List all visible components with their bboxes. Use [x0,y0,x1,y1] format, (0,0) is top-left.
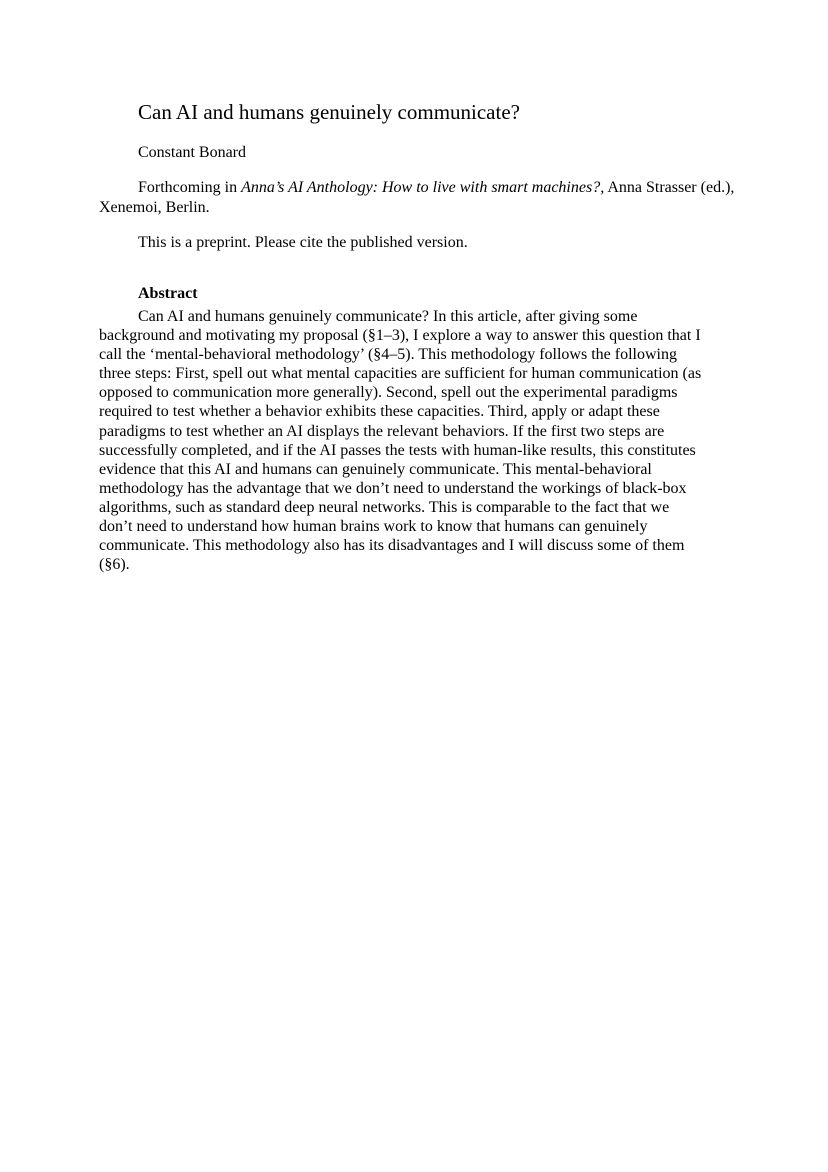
publication-note-prefix: Forthcoming in [138,179,242,196]
abstract-line: don’t need to understand how human brains work to know that humans can genuinely [99,518,648,536]
abstract-line: (§6). [99,556,130,574]
abstract-line: successfully completed, and if the AI passes the tests with human-like results, this constitutes [99,441,696,459]
abstract-body [99,307,739,574]
abstract-line: methodology has the advantage that we don’t need to understand the workings of black-box [99,479,687,497]
abstract-line: paradigms to test whether an AI displays the relevant behaviors. If the first two steps are [99,422,665,440]
publication-note-suffix: Anna Strasser (ed.), Xenemoi, Berlin. [99,179,735,216]
abstract-line: opposed to communication more generally). Second, spell out the experimental paradigms [99,384,678,402]
abstract-line: required to test whether a behavior exhibits these capacities. Third, apply or adapt these [99,403,660,421]
abstract-line: background and motivating my proposal (§1–3), I explore a way to answer this question that I [99,327,701,345]
abstract-heading: Abstract [138,285,198,302]
abstract-line: evidence that this AI and humans can genuinely communicate. This mental-behavioral [99,460,652,478]
abstract-line: Can AI and humans genuinely communicate? In this article, after giving some [138,308,638,325]
book-title: Anna’s AI Anthology: How to live with smart machines?, [241,179,605,196]
abstract-line: call the ‘mental-behavioral methodology’ (§4–5). This methodology follows the following [99,346,677,364]
abstract-line: three steps: First, spell out what mental capacities are sufficient for human communication (as [99,365,702,383]
abstract-line: algorithms, such as standard deep neural networks. This is comparable to the fact that we [99,498,670,516]
abstract-line: communicate. This methodology also has its disadvantages and I will discuss some of them [99,537,685,555]
paper-title: Can AI and humans genuinely communicate? [138,100,520,124]
author-name: Constant Bonard [138,144,246,161]
publication-note [99,178,739,218]
preprint-note: This is a preprint. Please cite the published version. [138,234,468,251]
